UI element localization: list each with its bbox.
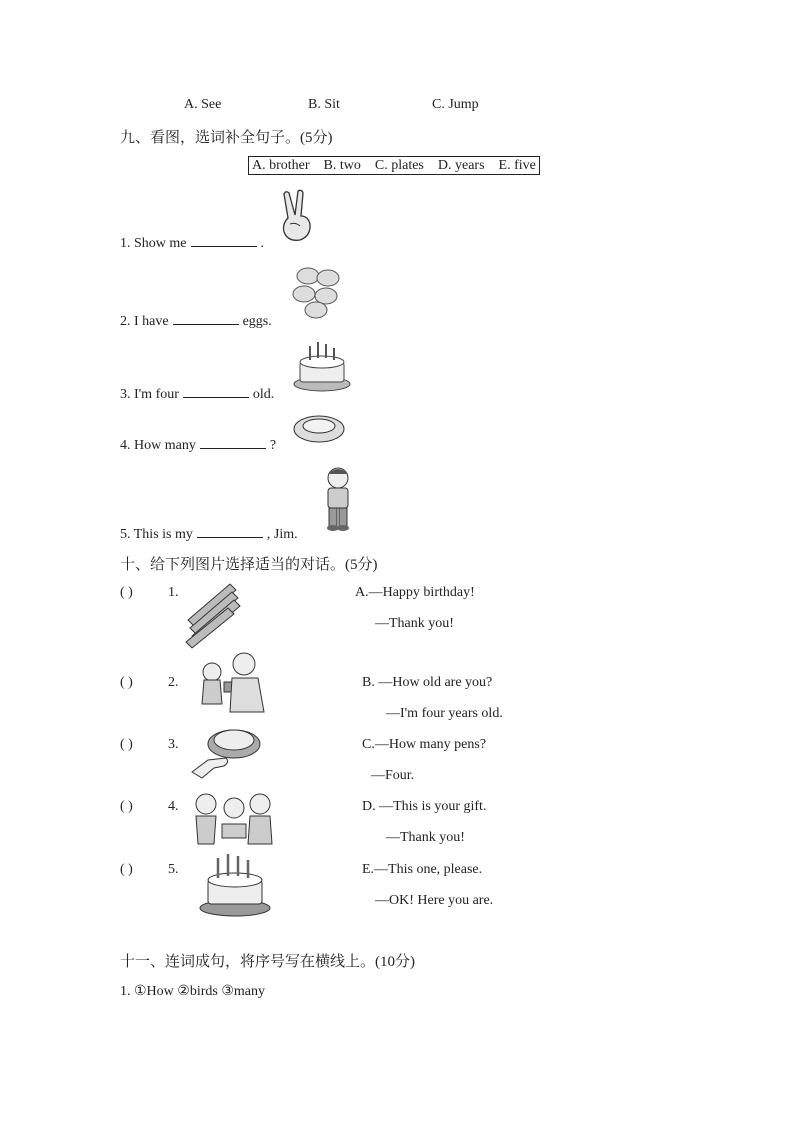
section9-heading: 九、看图，选词补全句子。(5分) <box>120 130 333 146</box>
item-number: 4. <box>168 799 179 814</box>
answer-bracket[interactable]: ( ) <box>120 585 133 600</box>
item-number: 1. <box>168 585 179 600</box>
answer-bracket[interactable]: ( ) <box>120 675 133 690</box>
two-fingers-hand-icon <box>278 188 318 244</box>
eggs-icon <box>290 264 342 322</box>
dialogue-a-line1: A.—Happy birthday! <box>355 585 475 600</box>
cake-pointing-hand-icon <box>190 720 266 780</box>
dialogue-d-line1: D. —This is your gift. <box>362 799 487 814</box>
s9-item-2: 2. I have eggs. <box>120 314 272 329</box>
item-number: 3. <box>168 737 179 752</box>
dialogue-b-line2: —I'm four years old. <box>386 706 503 721</box>
s9-item-5: 5. This is my , Jim. <box>120 527 298 542</box>
pens-icon <box>184 580 250 646</box>
dialogue-e-line1: E.—This one, please. <box>362 862 483 877</box>
word-box <box>248 156 540 175</box>
answer-blank[interactable] <box>197 525 263 538</box>
section11-heading: 十一、连词成句，将序号写在横线上。(10分) <box>120 954 415 970</box>
option-c: C. Jump <box>432 97 479 112</box>
word-option: A. brother <box>252 158 310 173</box>
option-a: A. See <box>184 97 222 112</box>
answer-blank[interactable] <box>173 312 239 325</box>
s11-item-1: 1. ①How ②birds ③many <box>120 984 265 999</box>
option-b: B. Sit <box>308 97 340 112</box>
s9-item-1: 1. Show me . <box>120 236 264 251</box>
boy-icon <box>316 464 360 534</box>
word-option: C. plates <box>374 158 424 173</box>
dialogue-c-line1: C.—How many pens? <box>362 737 487 752</box>
item-number: 5. <box>168 862 179 877</box>
section10-heading: 十、给下列图片选择适当的对话。(5分) <box>120 557 378 573</box>
s9-item-3: 3. I'm four old. <box>120 387 275 402</box>
answer-bracket[interactable]: ( ) <box>120 862 133 877</box>
girl-giving-gift-icon <box>198 650 270 714</box>
word-option: B. two <box>323 158 361 173</box>
dialogue-a-line2: —Thank you! <box>375 616 454 631</box>
s9-item-4: 4. How many ? <box>120 438 277 453</box>
dialogue-b-line1: B. —How old are you? <box>362 675 493 690</box>
dialogue-d-line2: —Thank you! <box>386 830 465 845</box>
dialogue-e-line2: —OK! Here you are. <box>375 893 494 908</box>
answer-blank[interactable] <box>183 385 249 398</box>
plate-icon <box>293 414 345 444</box>
dialogue-c-line2: —Four. <box>371 768 415 783</box>
children-celebrating-icon <box>192 790 276 846</box>
item-number: 2. <box>168 675 179 690</box>
birthday-cake-icon <box>292 336 352 394</box>
answer-blank[interactable] <box>200 436 266 449</box>
answer-blank[interactable] <box>191 234 257 247</box>
word-option: E. five <box>498 158 536 173</box>
big-birthday-cake-icon <box>198 850 272 918</box>
word-option: D. years <box>437 158 485 173</box>
answer-bracket[interactable]: ( ) <box>120 799 133 814</box>
answer-bracket[interactable]: ( ) <box>120 737 133 752</box>
